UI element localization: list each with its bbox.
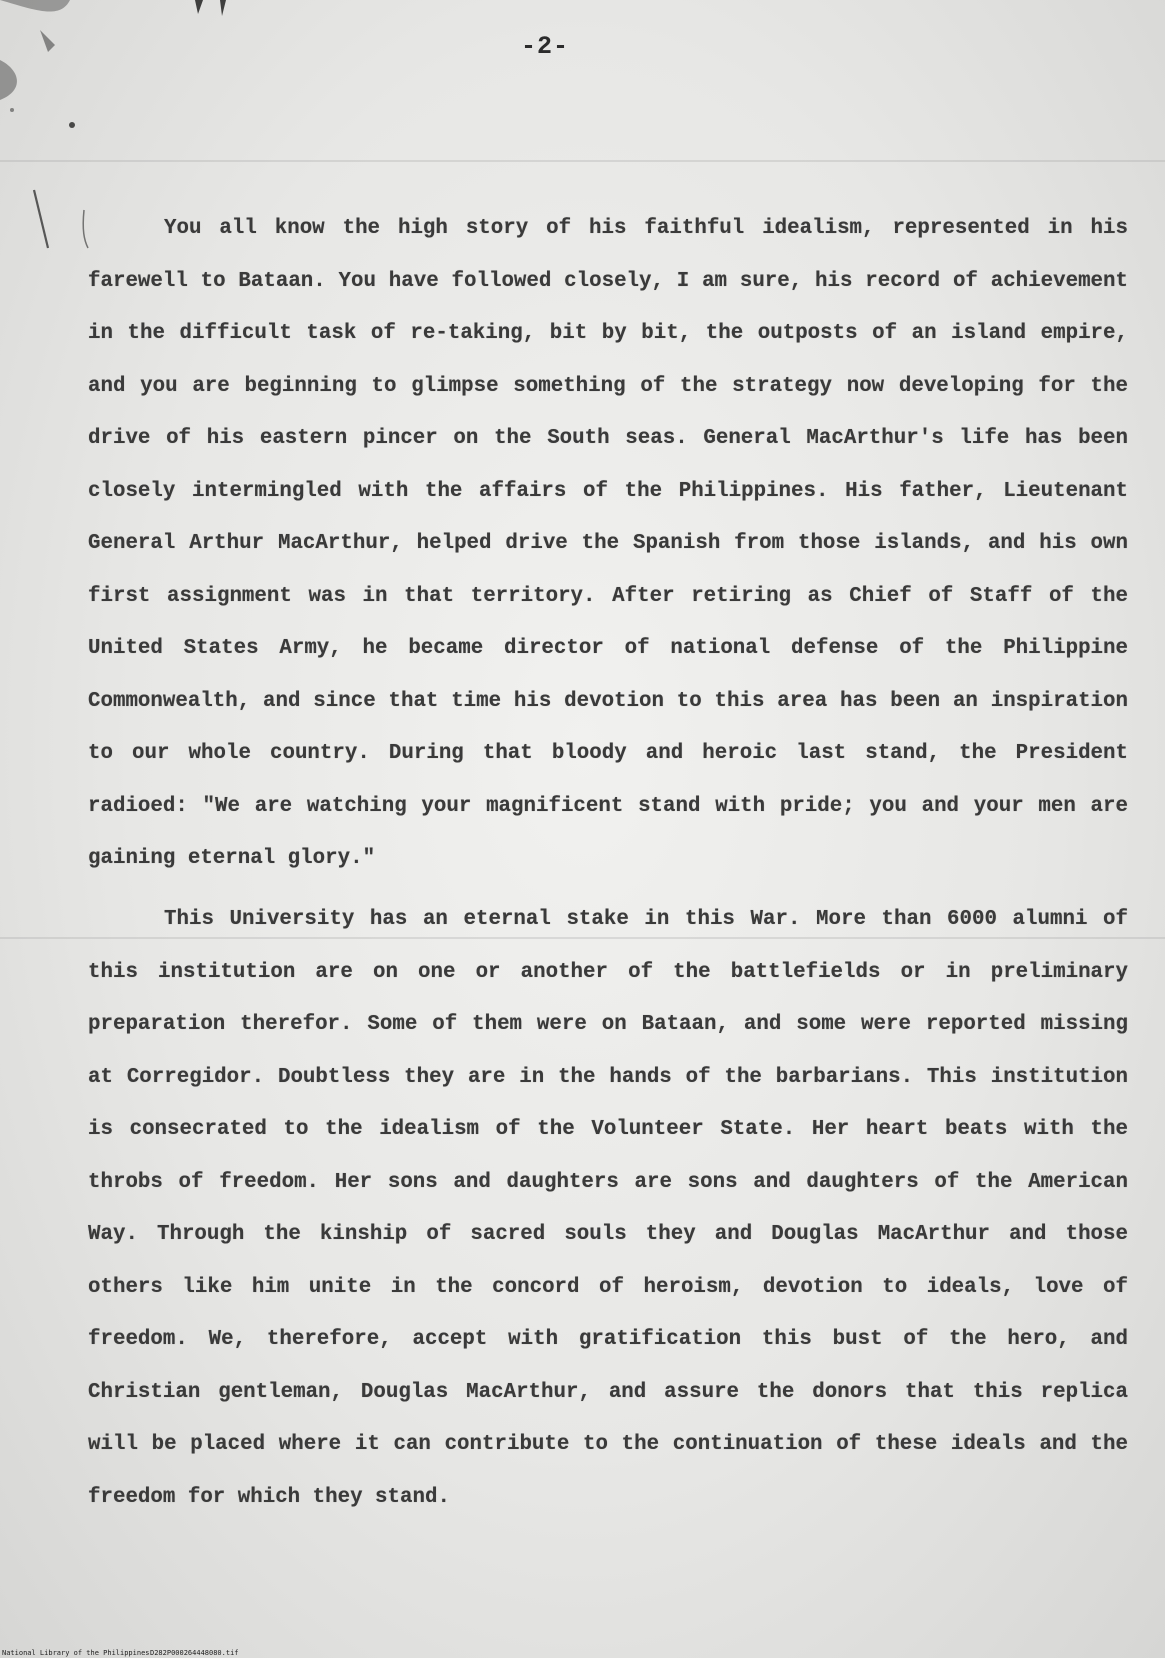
body-paragraph: You all know the high story of his faithful idealism, represented in his farewell to Bataan. You have followed closely, I am sure, his record of achievement in the difficult task of re-taking, bit by bit, the outposts of an island empire, and you are beginning to glimpse something of the strategy now developing for the drive of his eastern pincer on the South seas. General MacArthur's life has been closely intermingled with the affairs of the Philippines. His father, Lieutenant General Arthur MacArthur, helped drive the Spanish from those islands, and his own first assignment was in that territory. After retiring as Chief of Staff of the United States Army, he became director of national defense of the Philippine Commonwealth, and since that time his devotion to this area has been an inspiration to our whole country. During that bloody and heroic last stand, the President radioed: "We are watching your magnificent stand with pride; you and your men are gaining eternal glory." bbox=[88, 217, 1128, 870]
body-paragraph: This University has an eternal stake in this War. More than 6000 alumni of this institution are on one or another of the battlefields or in preliminary preparation therefor. Some of them were on Bataan, and some were reported missing at Corregidor. Doubtless they are in the hands of the barbarians. This institution is consecrated to the idealism of the Volunteer State. Her heart beats with the throbs of freedom. Her sons and daughters are sons and daughters of the American Way. Through the kinship of sacred souls they and Douglas MacArthur and those others like him unite in the concord of heroism, devotion to ideals, love of freedom. We, therefore, accept with gratification this bust of the hero, and Christian gentleman, Douglas MacArthur, and assure the donors that this replica will be placed where it can contribute to the continuation of these ideals and the freedom for which they stand. bbox=[88, 908, 1128, 1509]
archive-source-label: National Library of the Philippines bbox=[2, 1649, 150, 1657]
archive-file-id: D282P000264448080.tif bbox=[150, 1649, 239, 1657]
page-number: -2- bbox=[520, 32, 569, 61]
